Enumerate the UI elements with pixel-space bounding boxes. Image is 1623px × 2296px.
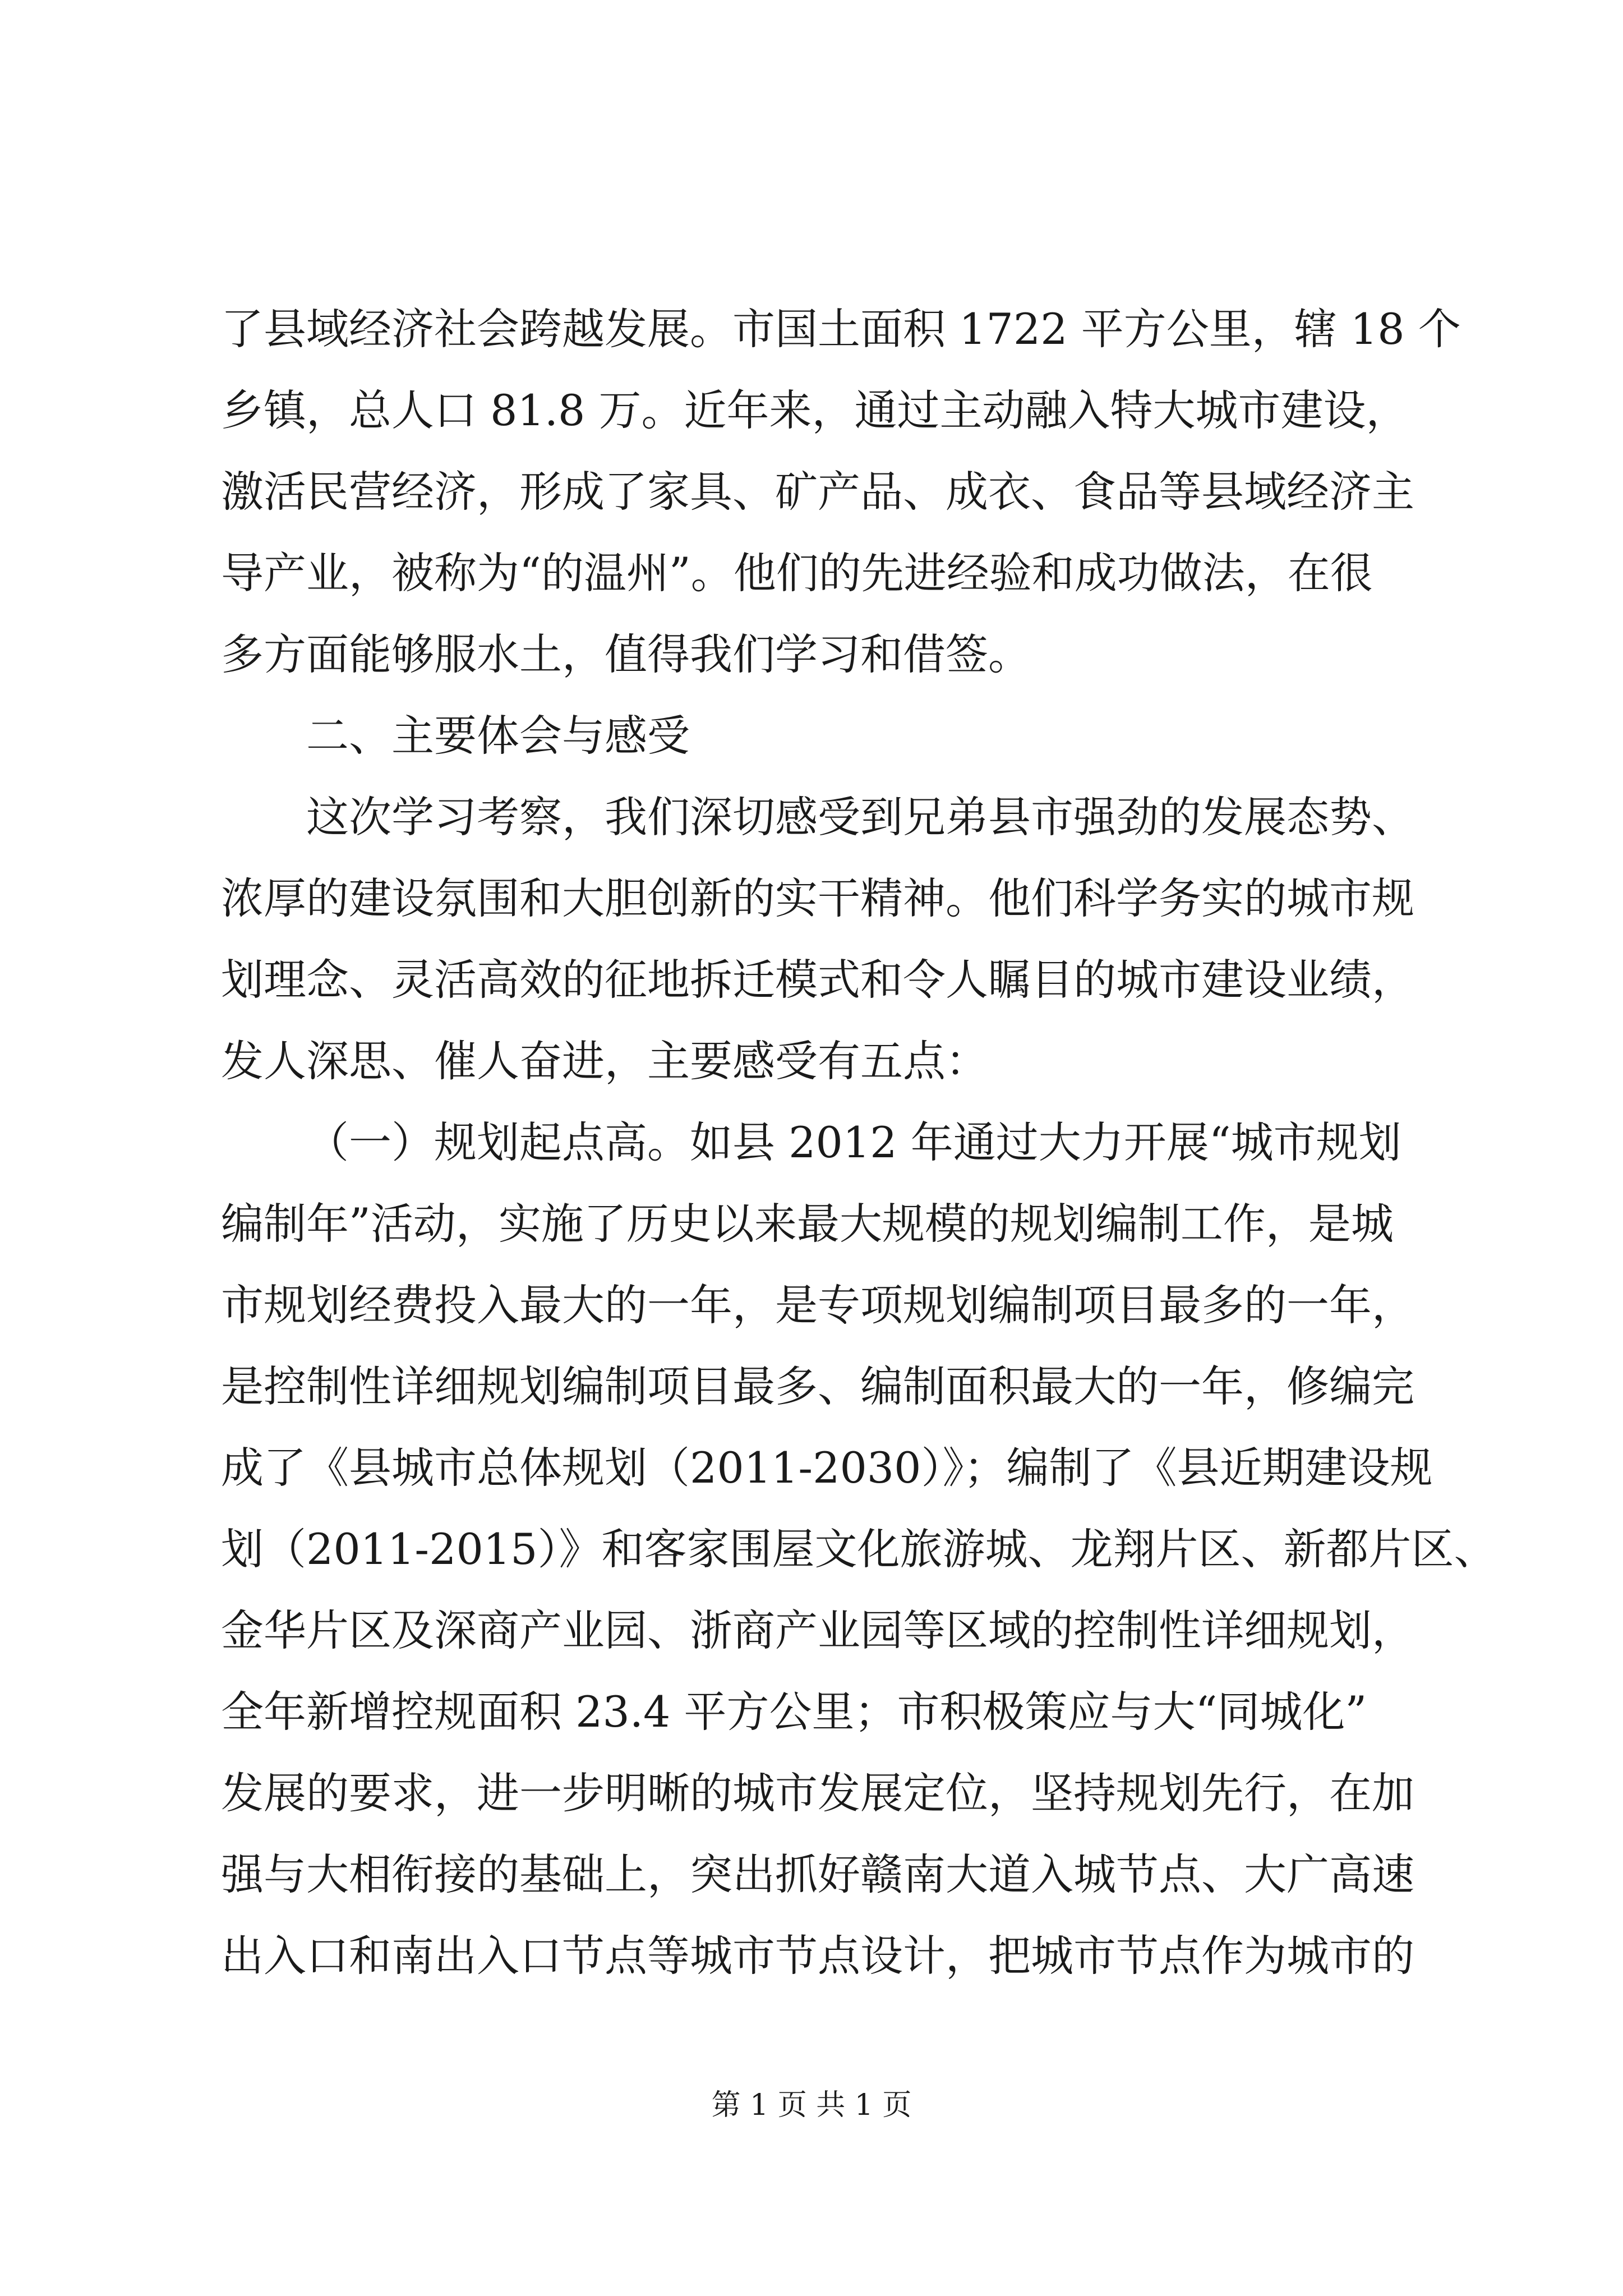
body-line-10: 发人深思、催人奋进，主要感受有五点： (221, 1036, 988, 1086)
body-line-20: 强与大相衔接的基础上，突出抓好赣南大道入城节点、大广高速 (221, 1849, 1414, 1899)
body-line-5: 多方面能够服水土，值得我们学习和借签。 (221, 629, 1031, 679)
body-line-2: 乡镇，总人口 81.8 万。近年来，通过主动融入特大城市建设， (221, 385, 1409, 435)
body-line-1: 了县域经济社会跨越发展。市国土面积 1722 平方公里，辖 18 个 (221, 304, 1461, 354)
body-line-15: 成了《县城市总体规划（2011-2030）》；编制了《县近期建设规 (221, 1443, 1433, 1493)
section-heading: 二、主要体会与感受 (306, 711, 690, 761)
body-line-17: 金华片区及深商产业园、浙商产业园等区域的控制性详细规划， (221, 1605, 1414, 1655)
body-line-13: 市规划经费投入最大的一年，是专项规划编制项目最多的一年， (221, 1280, 1414, 1330)
body-line-18: 全年新增控规面积 23.4 平方公里；市积极策应与大“同城化” (221, 1687, 1367, 1737)
body-line-12: 编制年”活动，实施了历史以来最大规模的规划编制工作，是城 (221, 1199, 1394, 1249)
body-line-9: 划理念、灵活高效的征地拆迁模式和令人瞩目的城市建设业绩， (221, 955, 1414, 1005)
body-line-8: 浓厚的建设氛围和大胆创新的实干精神。他们科学务实的城市规 (221, 873, 1414, 923)
body-line-21: 出入口和南出入口节点等城市节点设计，把城市节点作为城市的 (221, 1931, 1414, 1981)
body-line-3: 激活民营经济，形成了家具、矿产品、成衣、食品等县域经济主 (221, 467, 1414, 517)
body-line-4: 导产业，被称为“的温州”。他们的先进经验和成功做法，在很 (221, 548, 1373, 598)
body-line-16: 划（2011-2015）》和客家围屋文化旅游城、龙翔片区、新都片区、 (221, 1524, 1497, 1574)
body-line-7: 这次学习考察，我们深切感受到兄弟县市强劲的发展态势、 (306, 792, 1414, 842)
body-line-19: 发展的要求，进一步明晰的城市发展定位，坚持规划先行，在加 (221, 1768, 1414, 1818)
body-line-14: 是控制性详细规划编制项目最多、编制面积最大的一年，修编完 (221, 1361, 1414, 1411)
page-footer: 第 1 页 共 1 页 (711, 2088, 912, 2122)
subsection-line-11: （一）规划起点高。如县 2012 年通过大力开展“城市规划 (306, 1117, 1401, 1167)
